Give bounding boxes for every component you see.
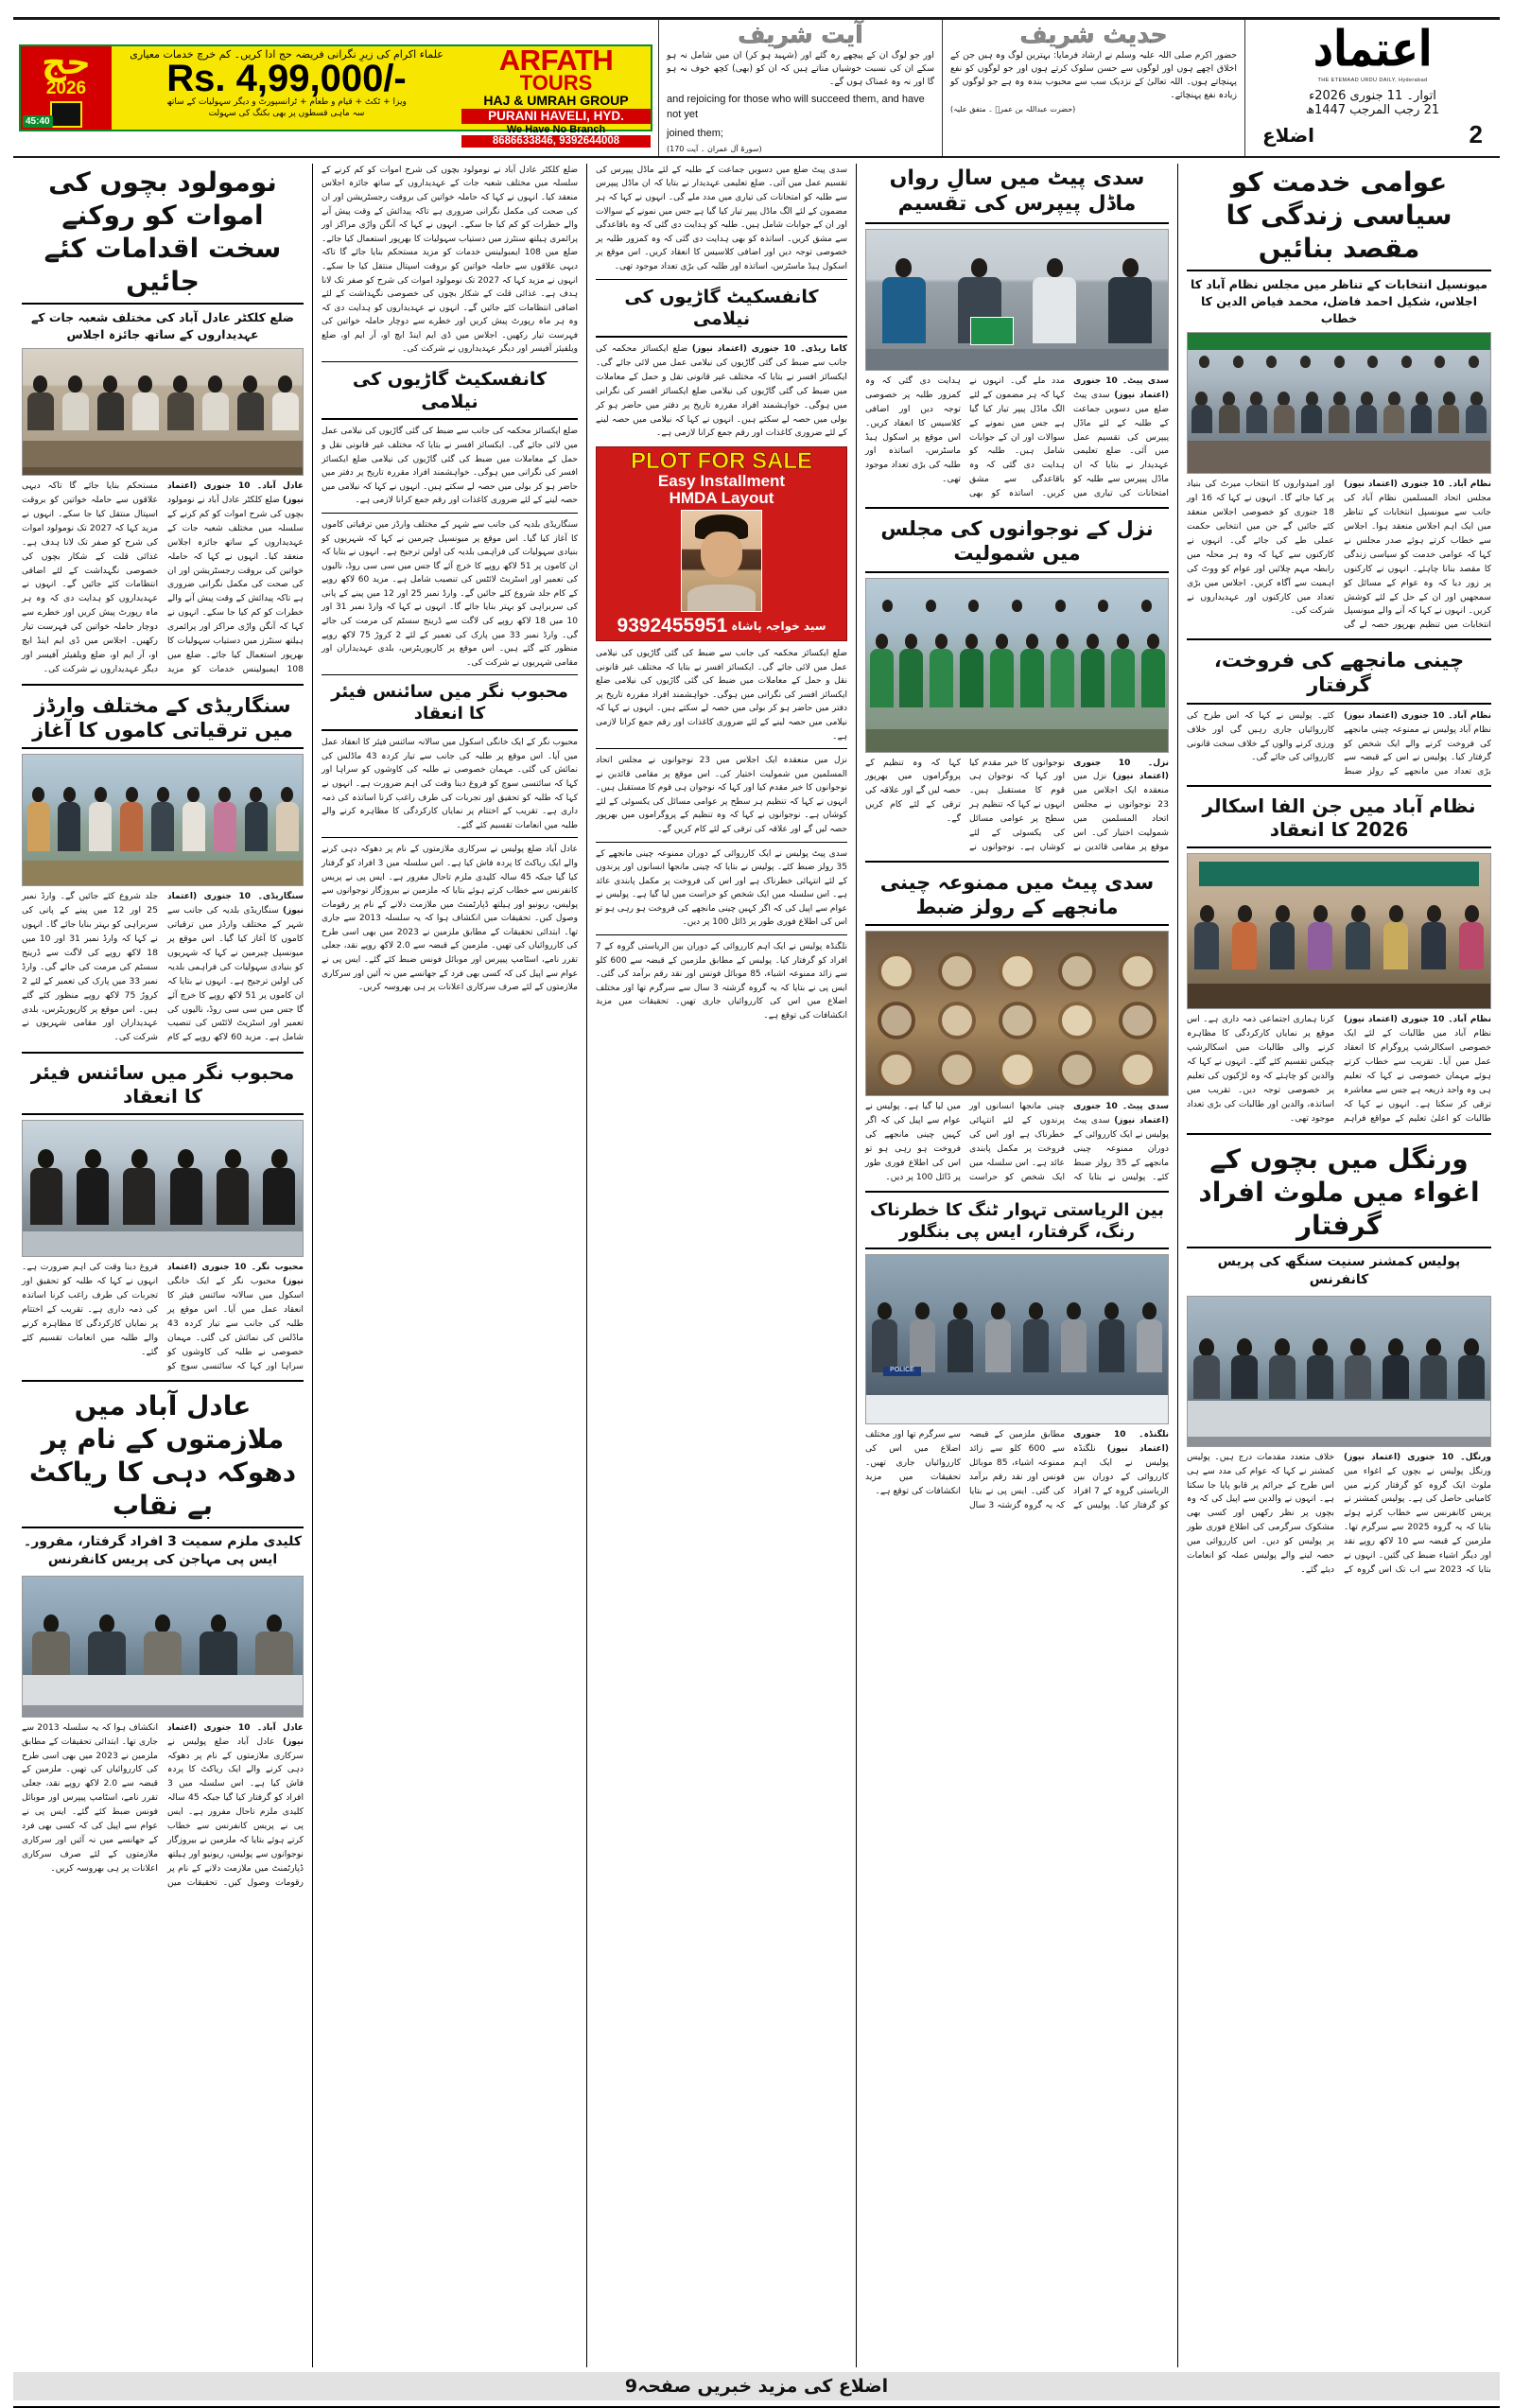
dateline-siddipet-model: سدی پیٹ۔ 10 جنوری (اعتماد نیوز) — [1073, 375, 1169, 400]
arfath-urdu-tagline: علماء اکرام کی زیرِ نگرانی فریضہ حج ادا کریں۔ کم خرچ خدمات معیاری — [130, 47, 443, 61]
subhead-awami-khidmat: میونسپل انتخابات کے تناظر میں مجلس نظام آباد کا اجلاس، شکیل احمد فاضل، محمد فیاض الدین کا خطاب — [1191, 276, 1487, 326]
body-firecrackers: نلگنڈہ پولیس نے ایک اہم کارروائی کے دوران بین الریاستی گروہ کے 7 افراد کو گرفتار کیا۔ پولیس کے مطابق ملزمین کے قبضہ سے 600 کلو سے زائد ممنوعہ اشیاء، 85 موبائل فونس اور نقد رقم برآمد کی گئی۔ ایس پی نے بتایا کہ یہ گروہ گزشتہ 3 سال سے سرگرم تھا اور مختلف اضلاع میں اس کی کارروائیاں جاری تھیں۔ تحقیقات میں مزید انکشافات کی توقع ہے۔ — [865, 1429, 1169, 1511]
column4-continuation-top: ضلع کلکٹر عادل آباد نے نومولود بچوں کی شرح اموات کو کم کرنے کے سلسلہ میں مختلف شعبہ جات کے عہدیداروں کے ساتھ جائزہ اجلاس منعقد کیا۔ انہوں نے کہا کہ حاملہ خواتین کی بروقت رجسٹریشن اور ان کی صحت کی مکمل نگرانی ضروری ہے تاکہ پیدائش کے وقت پیش آنے والے خطرات کو کم کیا جا سکے۔ انہوں نے کہا کہ آنگن واڑی مراکز اور پرائمری ہیلتھ سنٹرز میں دستیاب سہولیات کا بھرپور استعمال کیا جائے۔ ضلع میں 108 ایمبولینس خدمات کو مزید مستحکم بنایا جائے گا تاکہ دیہی علاقوں سے حاملہ خواتین کو بروقت اسپتال منتقل کیا جا سکے۔ انہوں نے مزید کہا کہ 2027 تک نومولود اموات کی شرح کو صفر تک لانا ہدف ہے۔ غذائی قلت کے شکار بچوں کی خصوصی نگہداشت کے لئے اضافی انتظامات کئے جائیں گے۔ انہوں نے عہدیداروں کو ہدایت دی کہ وہ ہر ماہ رپورٹ پیش کریں اور خطرے سے دوچار حاملہ خواتین کی فہرست تیار رکھیں۔ اجلاس میں ڈی ایم اینڈ ایچ او، آر ایم او، ضلع ویلفیئر آفیسر اور دیگر عہدیداروں نے شرکت کی۔ — [322, 165, 579, 355]
arfath-tours-label: TOURS — [519, 71, 593, 96]
article-body-warangal — [1187, 1451, 1491, 1579]
photo-warangal-press — [1187, 1296, 1491, 1447]
etemaad-logo: اعتماد — [1313, 19, 1433, 78]
headline-siddipet-model[interactable]: سدی پیٹ میں سالِ رواں ماڈل پیپرس کی تقسیم — [865, 164, 1169, 224]
plot-ad-phone[interactable]: 9392455951 — [617, 615, 728, 637]
arfath-address: PURANI HAVELI, HYD. — [461, 109, 651, 124]
article-body-infant-deaths — [22, 480, 304, 678]
headline-nizal-youth[interactable]: نزل کے نوجوانوں کی مجلس میں شمولیت — [865, 515, 1169, 573]
article-body-chilli — [1187, 709, 1491, 780]
content-grid — [13, 164, 1500, 2367]
article-body-firecrackers — [865, 1428, 1169, 1512]
photo-siddipet-distribution — [865, 229, 1169, 371]
plot-ad-installment: Easy Installment — [657, 472, 786, 491]
headline-siddipet-plastic[interactable]: سدی پیٹ میں ممنوعہ چینی مانجھے کے رولز ضبط — [865, 868, 1169, 927]
arfath-inclusions: ویزا + ٹکٹ + قیام و طعام + ٹرانسپورٹ و دیگر سہولیات کے ساتھ — [166, 96, 407, 107]
hajj-year: 2026 — [45, 79, 87, 99]
hadith-title: حدیث شریف — [1019, 21, 1168, 48]
article-body-scholar — [1187, 1013, 1491, 1126]
hadith-reference: (حضرت عبداللہ بن عمرؓ ۔ متفق علیہ) — [950, 105, 1076, 113]
plot-ad-title: PLOT FOR SALE — [631, 448, 812, 475]
photo-nalgonda-police — [865, 1254, 1169, 1424]
hadith-shareef-block — [942, 20, 1244, 156]
arfath-offer — [112, 46, 461, 130]
ayat-english-line2: joined them; — [667, 127, 723, 139]
headline-chilli[interactable]: چینی مانجھے کی فروخت، گرفتار — [1187, 646, 1491, 705]
dateline-infant-deaths: عادل آباد۔ 10 جنوری (اعتماد نیوز) — [167, 481, 304, 506]
column-3 — [587, 164, 857, 2367]
hajj-word: حج — [42, 43, 91, 82]
body-siddipet-model: سدی پیٹ ضلع میں دسویں جماعت کے طلبہ کے لئے ماڈل پیپرس کی تقسیم عمل میں آئی۔ ضلع تعلیمی عہدیدار نے بتایا کہ ان ماڈل پیپرس سے طلبہ کو امتحانات کی تیاری میں مدد ملے گی۔ انہوں نے کہا کہ ہر مضمون کے لئے الگ ماڈل پیپر تیار کیا گیا ہے جس میں نمونے کے سوالات اور ان کے جوابات شامل ہیں۔ طلبہ کو ہدایت دی گئی کہ وہ باقاعدگی سے مشق کریں۔ اساتذہ کو بھی ہدایت دی گئی کہ وہ کمزور طلبہ پر خصوصی توجہ دیں اور اضافی کلاسیس کا انعقاد کریں۔ اس موقع پر اسکول ہیڈ ماسٹرس، اساتذہ اور طلبہ کی بڑی تعداد موجود تھی۔ — [865, 375, 1169, 499]
arfath-group-label: HAJ & UMRAH GROUP — [483, 93, 629, 109]
photo-nizal-youth — [865, 578, 1169, 753]
body-nizal: نزل میں منعقدہ ایک اجلاس میں 23 نوجوانوں نے مجلس اتحاد المسلمین میں شمولیت اختیار کی۔ اس موقع پر مقامی قائدین نے نوجوانوں کا خیر مقدم کیا اور کہا کہ نوجوان ہی قوم کا مستقبل ہیں۔ انہوں نے کہا کہ تنظیم ہر سطح پر عوامی مسائل کی یکسوئی کے لئے کوشاں ہے۔ نوجوانوں نے کہا کہ وہ تنظیم کے پروگراموں میں بھرپور حصہ لیں گے اور علاقہ کی ترقی کے لئے کام کریں گے۔ — [865, 757, 1169, 852]
column3-continuation-last: نلگنڈہ پولیس نے ایک اہم کارروائی کے دوران بین الریاستی گروہ کے 7 افراد کو گرفتار کیا۔ پولیس کے مطابق ملزمین کے قبضہ سے 600 کلو سے زائد ممنوعہ اشیاء، 85 موبائل فونس اور نقد رقم برآمد کی گئی۔ ایس پی نے بتایا کہ یہ گروہ گزشتہ 3 سال سے سرگرم تھا اور مختلف اضلاع میں اس کی کارروائیاں جاری تھیں۔ تحقیقات میں مزید انکشافات کی توقع ہے۔ — [596, 942, 848, 1021]
headline-kanfiskate[interactable]: کانفسکیٹ گاڑیوں کی نیلامی — [322, 367, 578, 421]
dateline-sangareddy: سنگاریڈی۔ 10 جنوری (اعتماد نیوز) — [167, 892, 304, 916]
section-footer — [1253, 120, 1492, 149]
photo-collector-meeting — [22, 348, 304, 476]
portrait-shirt — [687, 585, 756, 611]
body-awami: مجلس اتحاد المسلمین نظام آباد کی جانب سے میونسپل انتخابات کے تناظر میں ایک اہم اجلاس منعقد ہوا۔ اجلاس سے خطاب کرتے ہوئے صدر مجلس نے کہا کہ عوامی خدمت کو سیاسی زندگی کا مقصد بنانا چاہئے۔ انہوں نے کارکنوں پر زور دیا کہ وہ عوام کے مسائل کو سمجھیں اور ان کے حل کے لئے کوشش کریں۔ انہوں نے کہا کہ آنے والے میونسپل انتخابات میں تنظیم بھرپور حصہ لے گی اور امیدواروں کا انتخاب میرٹ کی بنیاد پر کیا جائے گا۔ انہوں نے کہا کہ 16 اور 18 جنوری کو خصوصی اجلاس منعقد کئے جائیں گے جن میں انتخابی حکمت عملی طے کی جائے گی۔ انہوں نے کارکنوں سے کہا کہ وہ ہر محلہ میں رابطہ مہم چلائیں اور عوام کو ووٹ کی اہمیت سے آگاہ کریں۔ اجلاس میں بڑی تعداد میں کارکنوں اور عہدیداروں نے شرکت کی۔ — [1187, 479, 1491, 631]
column3-continuation-mid: ضلع ایکسائز محکمہ کی جانب سے ضبط کی گئی گاڑیوں کی نیلامی عمل میں لائی جائے گی۔ ایکسائز افسر نے بتایا کہ مختلف غیر قانونی نقل و حمل کے معاملات میں ضبط کی گئی گاڑیوں کی نیلامی ضلع ایکسائز افسر کی نگرانی میں ہوگی۔ خواہشمند افراد مقررہ تاریخ پر دفتر میں حاضر ہو کر بولی میں حصہ لے سکتے ہیں۔ انہوں نے کہا کہ نیلامی میں حصہ لینے کے لئے ضروری کاغذات اور رقم جمع کرانا لازمی ہے۔ — [596, 649, 847, 742]
article-body-mehboobnagar — [22, 1261, 304, 1373]
body-warangal: ورنگل پولیس نے بچوں کے اغواء میں ملوث ایک گروہ کو گرفتار کرنے میں کامیابی حاصل کی ہے۔ پولیس کمشنر نے پریس کانفرنس سے خطاب کرتے ہوئے بتایا کہ یہ گروہ 2025 سے سرگرم تھا۔ ملزمین کے قبضہ سے 10 لاکھ روپے نقد اور دیگر اشیاء ضبط کی گئیں۔ انہوں نے بتایا کہ 2023 سے اب تک اس گروہ کے خلاف متعدد مقدمات درج ہیں۔ پولیس کمشنر نے کہا کہ عوام کی مدد سے ہی اس طرح کے جرائم پر قابو پایا جا سکتا ہے۔ انہوں نے والدین سے اپیل کی کہ وہ بچوں پر نظر رکھیں اور کسی بھی مشکوک سرگرمی کی اطلاع فوری طور پر پولیس کو دیں۔ اس کارروائی میں حصہ لینے والے پولیس عملہ کو انعامات دیئے گئے۔ — [1187, 1451, 1491, 1575]
body-scholar: نظام آباد میں طالبات کے لئے ایک خصوصی اسکالرشپ پروگرام کا انعقاد عمل میں آیا۔ تقریب سے خطاب کرتے ہوئے مہمان خصوصی نے کہا کہ تعلیم ہی وہ واحد ذریعہ ہے جس سے معاشرہ ترقی کر سکتا ہے۔ انہوں نے کہا کہ طالبات کو اعلیٰ تعلیم کے مواقع فراہم کرنا ہماری اجتماعی ذمہ داری ہے۔ اس موقع پر نمایاں کارکردگی کا مظاہرہ کرنے والی طالبات میں اسکالرشپ چیکس تقسیم کئے گئے۔ انہوں نے کہا کہ والدین کو چاہئے کہ وہ لڑکیوں کی تعلیم پر خصوصی توجہ دیں۔ تقریب میں اساتذہ، والدین اور طالبات کی بڑی تعداد موجود تھی۔ — [1187, 1014, 1491, 1124]
ayat-title: آیت شریف — [738, 21, 863, 48]
dateline-firecrackers: نلگنڈہ۔ 10 جنوری (اعتماد نیوز) — [1073, 1430, 1169, 1455]
column-4 — [313, 164, 587, 2367]
plot-ad-agent-name: سید خواجہ پاشاہ — [731, 619, 826, 634]
ayat-text: اور جو لوگ ان کے پیچھے رہ گئے اور (شہید ہو کر) ان میں شامل نہ ہو سکے ان کی نسبت خوشیاں مناتے ہیں کہ ان کو (بھی) کچھ خوف نہ ہو گا اور نہ وہ غمناک ہوں گے۔ — [667, 50, 934, 88]
publication-date: اتوار۔ 11 جنوری 2026ء — [1309, 89, 1436, 103]
headline-adilabad-jobs[interactable]: عادل آباد میں ملازمتوں کے نام پر دھوکہ دہی کا ریاکٹ بے نقاب — [22, 1387, 304, 1528]
photo-scholar-ceremony — [1187, 853, 1491, 1009]
headline-vehicles-auction[interactable]: کانفسکیٹ گاڑیوں کی نیلامی — [596, 285, 847, 339]
column-5 — [13, 164, 313, 2367]
column3-continuation-top: سدی پیٹ ضلع میں دسویں جماعت کے طلبہ کے لئے ماڈل پیپرس کی تقسیم عمل میں آئی۔ ضلع تعلیمی عہدیدار نے بتایا کہ ان ماڈل پیپرس سے طلبہ کو امتحانات کی تیاری میں مدد ملے گی۔ انہوں نے کہا کہ ہر مضمون کے لئے الگ ماڈل پیپر تیار کیا گیا ہے جس میں نمونے کے سوالات اور ان کے جوابات شامل ہیں۔ طلبہ کو ہدایت دی گئی کہ وہ باقاعدگی سے مشق کریں۔ اساتذہ کو بھی ہدایت دی گئی کہ وہ کمزور طلبہ پر خصوصی توجہ دیں اور اضافی کلاسیس کا انعقاد کریں۔ اس موقع پر اسکول ہیڈ ماسٹرس، اساتذہ اور طلبہ کی بڑی تعداد موجود تھی۔ — [596, 165, 847, 271]
article-body-sangareddy — [22, 890, 304, 1046]
dateline-mehboobnagar: محبوب نگر۔ 10 جنوری (اعتماد نیوز) — [167, 1263, 304, 1287]
hadith-text: حضور اکرم صلی اللہ علیہ وسلم نے ارشاد فرمایا: بہترین لوگ وہ ہیں جن کے اخلاق اچھے ہوں اور لوگوں سے حسن سلوک کرتے ہوں اور جو لوگوں کو نفع پہنچاتے ہوں۔ اللہ تعالیٰ کے نزدیک سب سے محبوب بندہ وہ ہے جو لوگوں کو زیادہ نفع پہنچائے۔ — [950, 50, 1237, 101]
dateline-siddipet-plastic: سدی پیٹ۔ 10 جنوری (اعتماد نیوز) — [1073, 1102, 1169, 1126]
page-number: 2 — [1469, 120, 1483, 148]
arfath-branch-note: We Have No Branch — [506, 123, 606, 135]
article-body-siddipet-plastic — [865, 1100, 1169, 1185]
newspaper-logo-block[interactable] — [1244, 20, 1500, 156]
arfath-price: Rs. 4,99,000/- — [166, 57, 407, 99]
headline-infant-deaths[interactable]: نومولود بچوں کی اموات کو روکنے سخت اقدامات کئے جائیں — [22, 164, 304, 305]
headline-petrol-pump[interactable]: محبوب نگر میں سائنس فیئر کا انعقاد — [322, 680, 578, 731]
arfath-advertisement[interactable] — [13, 20, 658, 156]
body-mehboobnagar: محبوب نگر کے ایک خانگی اسکول میں سالانہ سائنس فیئر کا انعقاد عمل میں آیا۔ اس موقع پر طلبہ کی جانب سے تیار کردہ 43 ماڈلس کی نمائش کی گئی۔ مہمان خصوصی نے طلبہ کی کاوشوں کو سراہا اور کہا کہ سائنسی سوچ کو فروغ دینا وقت کی اہم ضرورت ہے۔ انہوں نے کہا کہ طلبہ کو تحقیق اور تجربات کی طرف راغب کرنا اساتذہ کی ذمہ داری ہے۔ تقریب کے اختتام پر نمایاں کارکردگی کا مظاہرہ کرنے والے طلبہ میں انعامات تقسیم کئے گئے۔ — [22, 1262, 304, 1371]
arfath-phone-numbers[interactable]: 8686633846, 9392644008 — [461, 135, 651, 148]
ayat-shareef-block — [658, 20, 942, 156]
subhead-warangal: پولیس کمشنر سنیت سنگھ کی پریس کانفرنس — [1217, 1253, 1461, 1288]
body-auction: ضلع ایکسائز محکمہ کی جانب سے ضبط کی گئی گاڑیوں کی نیلامی عمل میں لائی جائے گی۔ ایکسائز افسر نے بتایا کہ مختلف غیر قانونی نقل و حمل کے معاملات میں ضبط کی گئی گاڑیوں کی نیلامی ضلع ایکسائز افسر کی نگرانی میں ہوگی۔ خواہشمند افراد مقررہ تاریخ پر دفتر میں حاضر ہو کر بولی میں حصہ لے سکتے ہیں۔ انہوں نے کہا کہ نیلامی میں حصہ لینے کے لئے ضروری کاغذات اور رقم جمع کرانا لازمی ہے۔ — [596, 343, 847, 439]
plot-ad-agent-photo — [681, 510, 762, 612]
body-adilabad-jobs: عادل آباد ضلع پولیس نے سرکاری ملازمتوں کے نام پر دھوکہ دہی کرنے والے ایک ریاکٹ کا پردہ فاش کیا ہے۔ اس سلسلہ میں 3 افراد کو گرفتار کیا گیا جبکہ 45 سالہ کلیدی ملزم تاحال مفرور ہے۔ ایس پی نے پریس کانفرنس سے خطاب کرتے ہوئے بتایا کہ ملزمین نے بیروزگار نوجوانوں سے پولیس، ریونیو اور ہیلتھ ڈپارٹمنٹ میں ملازمت دلانے کے نام پر رقومات وصول کیں۔ تحقیقات میں انکشاف ہوا کہ یہ سلسلہ 2013 سے جاری تھا۔ ابتدائی تحقیقات کے مطابق ملزمین نے 2023 میں بھی اسی طرح کی کارروائیاں کی تھیں۔ ملزمین کے قبضہ سے 2.0 لاکھ روپے نقد، جعلی تقرر نامے، اسٹامپ پیپرس اور موبائل فونس ضبط کئے گئے۔ ایس پی نے عوام سے اپیل کی کہ کسی بھی فرد کے جھانسے میں نہ آئیں اور سرکاری ملازمتوں کے لئے صرف سرکاری اعلانات پر ہی بھروسہ کریں۔ — [22, 1721, 304, 1888]
dateline-nizal: نزل۔ 10 جنوری (اعتماد نیوز) — [1073, 758, 1169, 782]
headline-awami-khidmat[interactable]: عوامی خدمت کو سیاسی زندگی کا مقصد بنائیں — [1187, 164, 1491, 271]
portrait-face — [701, 532, 742, 577]
photo-nizamabad-meeting — [1187, 332, 1491, 474]
photo-sangareddy-works — [22, 754, 304, 886]
column4-continuation-bottom: عادل آباد ضلع پولیس نے سرکاری ملازمتوں کے نام پر دھوکہ دہی کرنے والے ایک ریاکٹ کا پردہ فاش کیا ہے۔ اس سلسلہ میں 3 افراد کو گرفتار کیا گیا جبکہ 45 سالہ کلیدی ملزم تاحال مفرور ہے۔ ایس پی نے پریس کانفرنس سے خطاب کرتے ہوئے بتایا کہ ملزمین نے بیروزگار نوجوانوں سے پولیس، ریونیو اور ہیلتھ ڈپارٹمنٹ میں ملازمت دلانے کے نام پر رقومات وصول کیں۔ تحقیقات میں انکشاف ہوا کہ یہ سلسلہ 2013 سے جاری تھا۔ ابتدائی تحقیقات کے مطابق ملزمین نے 2023 میں بھی اسی طرح کی کارروائیاں کی تھیں۔ ملزمین کے قبضہ سے 2.0 لاکھ روپے نقد، جعلی تقرر نامے، اسٹامپ پیپرس اور موبائل فونس ضبط کئے گئے۔ ایس پی نے عوام سے اپیل کی کہ کسی بھی فرد کے جھانسے میں نہ آئیں اور سرکاری ملازمتوں کے لئے صرف سرکاری اعلانات پر ہی بھروسہ کریں۔ — [322, 845, 579, 993]
body-kanfiskate: ضلع ایکسائز محکمہ کی جانب سے ضبط کی گئی گاڑیوں کی نیلامی عمل میں لائی جائے گی۔ ایکسائز افسر نے بتایا کہ مختلف غیر قانونی نقل و حمل کے معاملات میں ضبط کی گئی گاڑیوں کی نیلامی ضلع ایکسائز افسر کی نگرانی میں ہوگی۔ خواہشمند افراد مقررہ تاریخ پر دفتر میں حاضر ہو کر بولی میں حصہ لے سکتے ہیں۔ انہوں نے کہا کہ نیلامی میں حصہ لینے کے لئے ضروری کاغذات اور رقم جمع کرانا لازمی ہے۔ — [322, 427, 578, 506]
body-infant-deaths: ضلع کلکٹر عادل آباد نے نومولود بچوں کی شرح اموات کو کم کرنے کے سلسلہ میں مختلف شعبہ جات کے عہدیداروں کے ساتھ جائزہ اجلاس منعقد کیا۔ انہوں نے کہا کہ حاملہ خواتین کی بروقت رجسٹریشن اور ان کی صحت کی مکمل نگرانی ضروری ہے تاکہ پیدائش کے وقت پیش آنے والے خطرات کو کم کیا جا سکے۔ انہوں نے کہا کہ آنگن واڑی مراکز اور پرائمری ہیلتھ سنٹرز میں دستیاب سہولیات کا بھرپور استعمال کیا جائے۔ ضلع میں 108 ایمبولینس خدمات کو مزید مستحکم بنایا جائے گا تاکہ دیہی علاقوں سے حاملہ خواتین کو بروقت اسپتال منتقل کیا جا سکے۔ انہوں نے مزید کہا کہ 2027 تک نومولود اموات کی شرح کو صفر تک لانا ہدف ہے۔ غذائی قلت کے شکار بچوں کی خصوصی نگہداشت کے لئے اضافی انتظامات کئے جائیں گے۔ انہوں نے عہدیداروں کو ہدایت دی کہ وہ ہر ماہ رپورٹ پیش کریں اور خطرے سے دوچار حاملہ خواتین کی فہرست تیار رکھیں۔ اجلاس میں ڈی ایم اینڈ ایچ او، آر ایم او، ضلع ویلفیئر آفیسر اور دیگر عہدیداروں نے شرکت کی۔ — [22, 480, 304, 674]
arfath-badge: 45:40 — [23, 115, 53, 128]
column3-continuation-lower: نزل میں منعقدہ ایک اجلاس میں 23 نوجوانوں نے مجلس اتحاد المسلمین میں شمولیت اختیار کی۔ اس موقع پر مقامی قائدین نے نوجوانوں کا خیر مقدم کیا اور کہا کہ نوجوان ہی قوم کا مستقبل ہیں۔ انہوں نے کہا کہ تنظیم ہر سطح پر عوامی مسائل کی یکسوئی کے لئے کوشاں ہے۔ نوجوانوں نے کہا کہ وہ تنظیم کے پروگراموں میں بھرپور حصہ لیں گے اور علاقہ کی ترقی کے لئے کام کریں گے۔ — [596, 756, 847, 834]
dateline-auction: کاما ریڈی۔ 10 جنوری (اعتماد نیوز) — [691, 344, 847, 354]
photo-science-fair — [22, 1120, 304, 1257]
column3-continuation-bottom: سدی پیٹ پولیس نے ایک کارروائی کے دوران ممنوعہ چینی مانجھے کے 35 رولز ضبط کئے۔ پولیس نے بتایا کہ چینی مانجھا انسانوں اور پرندوں کے لئے انتہائی خطرناک ہے اور اس کی فروخت پر مکمل پابندی عائد ہے۔ اس سلسلہ میں ایک شخص کو حراست میں لیا گیا ہے۔ پولیس نے عوام سے اپیل کی کہ اگر کہیں چینی مانجھے کی فروخت ہو رہی ہو تو اس کی اطلاع فوری طور پر ڈائل 100 پر دیں۔ — [596, 848, 847, 928]
plot-for-sale-advertisement[interactable] — [596, 446, 847, 641]
body-sangareddy: سنگاریڈی بلدیہ کی جانب سے شہر کے مختلف وارڈز میں ترقیاتی کاموں کا آغاز کیا گیا۔ اس موقع پر میونسپل چیرمین نے کہا کہ شہریوں کو بنیادی سہولیات کی فراہمی بلدیہ کی اولین ترجیح ہے۔ انہوں نے بتایا کہ ان کاموں پر 51 لاکھ روپے کا خرچ آئے گا جس میں سی سی روڈ، نالیوں کی تعمیر اور اسٹریٹ لائٹس کی تنصیب شامل ہے۔ مزید 60 لاکھ روپے کے کام جلد شروع کئے جائیں گے۔ وارڈ نمبر 25 اور 12 میں پینے کے پانی کی سربراہی کو بہتر بنایا جائے گا۔ انہوں نے کہا کہ وارڈ نمبر 31 اور 10 میں 18 لاکھ روپے کی لاگت سے ڈرینج سسٹم کی مرمت کی جائے گی۔ وارڈ نمبر 33 میں پارک کی تعمیر کے لئے 2 کروڑ 75 لاکھ روپے منظور کئے گئے ہیں۔ اس موقع پر کارپوریٹرس، بلدی عہدیداران اور مقامی شہریوں نے شرکت کی۔ — [22, 891, 304, 1043]
arfath-ad-body — [19, 43, 652, 147]
article-body-adilabad-jobs — [22, 1721, 304, 1891]
ayat-english-line1: and rejoicing for those who will succeed them, and have not yet — [667, 94, 925, 120]
arfath-brand-block — [461, 43, 651, 147]
column-1 — [1178, 164, 1500, 2367]
photo-sp-press-conference — [22, 1576, 304, 1718]
article-body-siddipet-model — [865, 375, 1169, 501]
dateline-adilabad-jobs: عادل آباد۔ 10 جنوری (اعتماد نیوز) — [167, 1722, 304, 1747]
more-news-footer[interactable]: اضلاع کی مزید خبریں صفحہ9 — [13, 2372, 1500, 2400]
headline-mehboobnagar[interactable]: محبوب نگر میں سائنس فیئر کا انعقاد — [22, 1059, 304, 1115]
police-label: POLICE — [883, 1367, 921, 1376]
headline-scholar[interactable]: نظام آباد میں جن الفا اسکالر 2026 کا انعقاد — [1187, 793, 1491, 848]
plot-ad-contact[interactable] — [600, 615, 843, 637]
ayat-reference: (سورۃ آل عمران ۔ آیت 170) — [667, 144, 762, 153]
column-2 — [857, 164, 1178, 2367]
dateline-scholar: نظام آباد۔ 10 جنوری (اعتماد نیوز) — [1344, 1015, 1491, 1025]
subhead-adilabad-jobs: کلیدی ملزم سمیت 3 افراد گرفتار، مفرور۔ ایس پی مہاجن کی پریس کانفرنس — [24, 1533, 302, 1568]
masthead — [13, 17, 1500, 158]
subhead-infant-deaths: ضلع کلکٹر عادل آباد کی مختلف شعبہ جات کے عہدیداروں کے ساتھ جائزہ اجلاس — [30, 309, 295, 341]
dateline-warangal: ورنگل۔ 10 جنوری (اعتماد نیوز) — [1344, 1452, 1491, 1462]
plot-ad-layout: HMDA Layout — [669, 489, 774, 508]
article-body-awami — [1187, 478, 1491, 633]
article-body-nizal-youth — [865, 757, 1169, 855]
logo-subtitle: THE ETEMAAD URDU DAILY, Hyderabad — [1317, 78, 1428, 83]
headline-warangal[interactable]: ورنگل میں بچوں کے اغواء میں ملوث افراد گرفتار — [1187, 1141, 1491, 1248]
arfath-installments: سہ ماہی قسطوں پر بھی بکنگ کی سہولت — [208, 109, 365, 119]
dateline-awami: نظام آباد۔ 10 جنوری (اعتماد نیوز) — [1344, 480, 1491, 490]
body-chilli: نظام آباد پولیس نے ممنوعہ چینی مانجھے کی فروخت کرنے والے ایک شخص کو گرفتار کیا۔ پولیس نے اس کے قبضہ سے بڑی تعداد میں مانجھے کے رولز ضبط کئے۔ پولیس نے کہا کہ اس طرح کی کارروائیاں جاری رہیں گی اور خلاف ورزی کرنے والوں کے خلاف سخت قانونی کارروائی کی جائے گی۔ — [1187, 709, 1491, 777]
arfath-brand-name: ARFATH — [498, 43, 614, 77]
headline-firecrackers[interactable]: بین الریاستی تہوار ٹنگ کا خطرناک رنگ، گرفتار، ایس پی بنگلور — [865, 1198, 1169, 1249]
column4-continuation-mid: سنگاریڈی بلدیہ کی جانب سے شہر کے مختلف وارڈز میں ترقیاتی کاموں کا آغاز کیا گیا۔ اس موقع پر میونسپل چیرمین نے کہا کہ شہریوں کو بنیادی سہولیات کی فراہمی بلدیہ کی اولین ترجیح ہے۔ انہوں نے بتایا کہ ان کاموں پر 51 لاکھ روپے کا خرچ آئے گا جس میں سی سی روڈ، نالیوں کی تعمیر اور اسٹریٹ لائٹس کی تنصیب شامل ہے۔ مزید 60 لاکھ روپے کے کام جلد شروع کئے جائیں گے۔ وارڈ نمبر 25 اور 12 میں پینے کے پانی کی سربراہی کو بہتر بنایا جائے گا۔ انہوں نے کہا کہ وارڈ نمبر 31 اور 10 میں 18 لاکھ روپے کی لاگت سے ڈرینج سسٹم کی مرمت کی جائے گی۔ وارڈ نمبر 33 میں پارک کی تعمیر کے لئے 2 کروڑ 75 لاکھ روپے منظور کئے گئے ہیں۔ اس موقع پر کارپوریٹرس، بلدی عہدیداران اور مقامی شہریوں نے شرکت کی۔ — [322, 519, 579, 668]
kaaba-icon — [50, 101, 82, 128]
hijri-date: 21 رجب المرجب 1447ھ — [1305, 103, 1440, 117]
body-siddipet-plastic: سدی پیٹ پولیس نے ایک کارروائی کے دوران ممنوعہ چینی مانجھے کے 35 رولز ضبط کئے۔ پولیس نے بتایا کہ چینی مانجھا انسانوں اور پرندوں کے لئے انتہائی خطرناک ہے اور اس کی فروخت پر مکمل پابندی عائد ہے۔ اس سلسلہ میں ایک شخص کو حراست میں لیا گیا ہے۔ پولیس نے عوام سے اپیل کی کہ اگر کہیں چینی مانجھے کی فروخت ہو رہی ہو تو اس کی اطلاع فوری طور پر ڈائل 100 پر دیں۔ — [865, 1101, 1169, 1182]
headline-sangareddy[interactable]: سنگاریڈی کے مختلف وارڈز میں ترقیاتی کاموں کا آغاز — [22, 691, 304, 750]
dateline-chilli: نظام آباد۔ 10 جنوری (اعتماد نیوز) — [1344, 710, 1491, 721]
section-name: اضلاع — [1262, 123, 1315, 147]
body-petrol-pump: محبوب نگر کے ایک خانگی اسکول میں سالانہ سائنس فیئر کا انعقاد عمل میں آیا۔ اس موقع پر طلبہ کی جانب سے تیار کردہ 43 ماڈلس کی نمائش کی گئی۔ مہمان خصوصی نے طلبہ کی کاوشوں کو سراہا اور کہا کہ سائنسی سوچ کو فروغ دینا وقت کی اہم ضرورت ہے۔ انہوں نے کہا کہ طلبہ کو تحقیق اور تجربات کی طرف راغب کرنا اساتذہ کی ذمہ داری ہے۔ تقریب کے اختتام پر نمایاں کارکردگی کا مظاہرہ کرنے والے طلبہ میں انعامات تقسیم کئے گئے۔ — [322, 738, 579, 830]
photo-confiscated-spools — [865, 931, 1169, 1096]
